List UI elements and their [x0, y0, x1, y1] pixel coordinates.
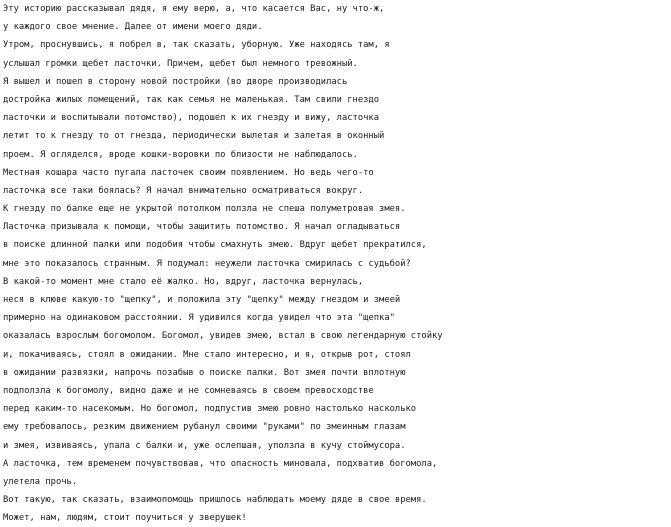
- text-line: примерно на одинаковом расстоянии. Я удивился когда увидел что эта "щепка": [3, 313, 395, 324]
- text-line: К гнезду по балке еще не укрытой потолком ползла не спеша полуметровая змея.: [3, 204, 406, 215]
- text-line: в поиске длинной палки или подобия чтобы смахнуть змею. Вдруг щебет прекратился,: [3, 240, 427, 251]
- text-line: проем. Я огляделся, вроде кошки-воровки по близости не наблюдалось.: [3, 149, 358, 160]
- text-line: в ожидании развязки, напрочь позабыв о поиске палки. Вот змея почти вплотную: [3, 367, 406, 378]
- text-line: ласточка все таки боялась? Я начал внимательно осматриваться вокруг.: [3, 185, 364, 196]
- text-line: и, покачиваясь, стоял в ожидании. Мне стало интересно, и я, открыв рот, стоял: [3, 349, 411, 360]
- text-line: летит то к гнезду то от гнезда, периодически вылетая и залетая в оконный: [3, 131, 385, 142]
- text-line: Может, нам, людям, стоит поучиться у зверушек!: [3, 513, 247, 524]
- text-line: ему требовалось, резким движением рубанул своими "руками" по змеинным глазам: [3, 422, 406, 433]
- text-line: А ласточка, тем временем почувствовав, что опасность миновала, подхватив богомола,: [3, 458, 438, 469]
- text-line: Ласточка призывала к помощи, чтобы защитить потомство. Я начал огладываться: [3, 222, 401, 233]
- text-line: услышал громки щебет ласточки. Причем, щебет был немного тревожный.: [3, 58, 358, 69]
- text-line: мне это показалось странным. Я подумал: неужели ласточка смирилась с судьбой?: [3, 258, 411, 269]
- text-line: В какой-то момент мне стало её жалко. Но, вдруг, ласточка вернулась,: [3, 276, 364, 287]
- text-line: Утром, проснувшись, я побрел в, так сказать, уборную. Уже находясь там, я: [3, 40, 390, 51]
- text-line: подползла к богомолу, видно даже и не сомневаясь в своем превосходстве: [3, 385, 374, 396]
- text-line: и змея, извиваясь, упала с балки и, уже ослепшая, уползла в кучу стоймусора.: [3, 440, 406, 451]
- text-line: перед каким-то насекомым. Но богомол, подпустив змею ровно настолько насколько: [3, 404, 417, 415]
- text-line: оказалась взрослым богомолом. Богомол, увидев змею, встал в свою легендарную стойку: [3, 331, 443, 342]
- text-line: Вот такую, так сказать, взаимопомощь пришлось наблюдать моему дяде в свое время.: [3, 495, 427, 506]
- text-line: неся в клюве какую-то "щепку", и положила эту "щепку" между гнездом и змеей: [3, 295, 401, 305]
- text-line: Местная кошара часто пугала ласточек своим появлением. Но ведь чего-то: [3, 167, 374, 178]
- text-line: ласточки и воспитывали потомство), подошел к их гнезду и вижу, ласточка: [3, 113, 380, 124]
- text-line: Эту историю рассказывал дядя, я ему верю, а, что касается Вас, ну что-ж,: [3, 4, 385, 14]
- text-line: достройка жилых помещений, так как семья не маленькая. Там свили гнездо: [3, 94, 380, 105]
- text-line: у каждого свое мнение. Далее от имени моего дяди.: [3, 22, 263, 33]
- text-line: Я вышел и пошел в сторону новой постройки (во дворе производилась: [3, 76, 348, 87]
- text-line: улетела прочь.: [3, 476, 78, 487]
